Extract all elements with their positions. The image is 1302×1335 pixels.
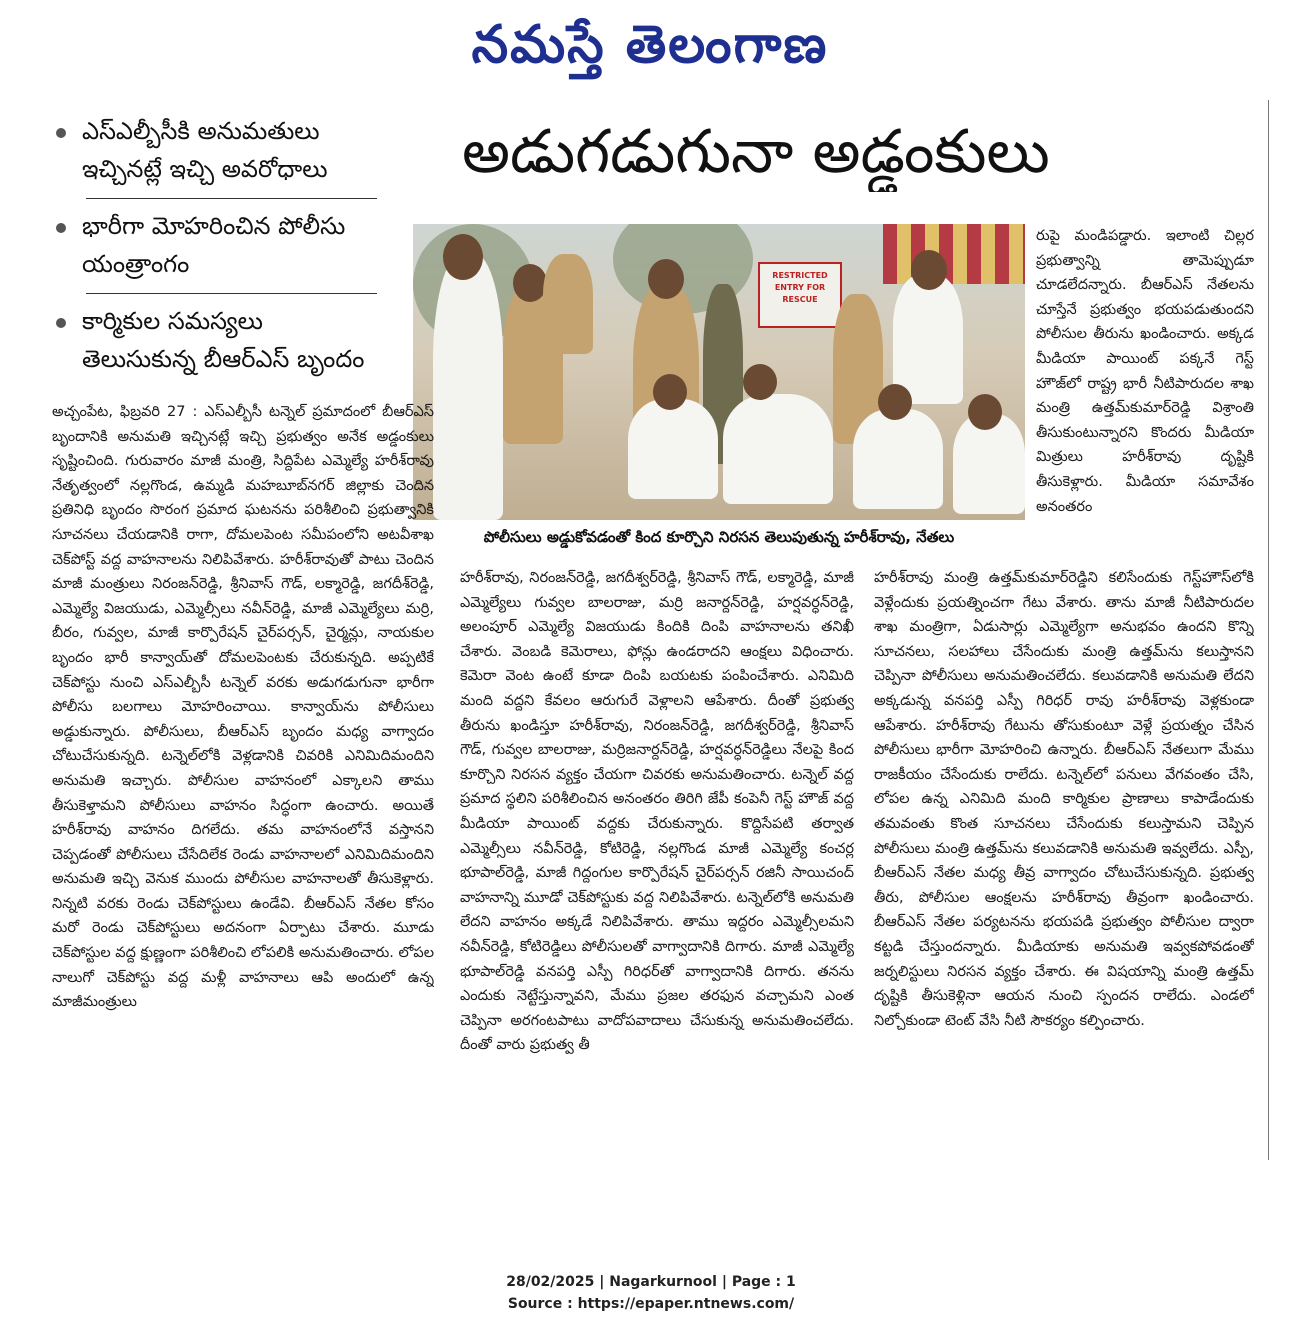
kicker-text: కార్మికుల సమస్యలు తెలుసుకున్న బీఆర్ఎస్ బృందం <box>82 307 365 373</box>
article-column-1 <box>52 400 434 1236</box>
person-head <box>968 394 1002 430</box>
kicker-text: భారీగా మోహరించిన పోలీసు యంత్రాంగం <box>82 212 346 278</box>
kicker-list <box>52 112 377 388</box>
footer-date-line: 28/02/2025 | Nagarkurnool | Page : 1 <box>506 1274 796 1290</box>
kicker-item <box>52 112 377 188</box>
person-figure <box>543 254 593 354</box>
person-figure <box>853 409 943 509</box>
column-divider <box>1268 100 1269 1160</box>
photo-caption: పోలీసులు అడ్డుకోవడంతో కింద కూర్చొని నిరసన తెలుపుతున్న హరీశ్‌రావు, నేతలు <box>413 522 1025 552</box>
news-photo <box>413 224 1025 520</box>
divider <box>86 293 377 294</box>
bullet-icon <box>56 223 66 233</box>
person-head <box>743 364 777 400</box>
person-figure <box>723 394 833 504</box>
article-column-3 <box>874 566 1254 1230</box>
article-column-2 <box>460 566 854 1230</box>
person-head <box>513 264 547 302</box>
restricted-sign <box>758 262 842 328</box>
sign-text: RESTRICTED ENTRY FOR RESCUE <box>772 271 828 304</box>
article-paragraph: హరీశ్‌రావు మంత్రి ఉత్తమ్‌కుమార్‌రెడ్డిని కలిసేందుకు గెస్ట్‌హౌస్‌లోకి వెళ్లేందుకు ప్రయత్నించగా గేటు వేశారు. తాను మాజీ నీటిపారుదల శాఖ మంత్రిగా, ఏడుసార్లు ఎమ్మెల్యేగా అనుభవం ఉందని కొన్ని సూచనలు, సలహాలు చేసేందుకు మంత్రి ఉత్తమ్‌ను కలుస్తానని చెప్పినా పోలీసులు అనుమతించలేదు. కలువడానికి అనుమతి లేదని అక్కడున్న వనపర్తి ఎస్పీ గిరిధర్ రావు హరీశ్‌రావు వెళ్లకుండా ఆపేశారు. హరీశ్‌రావు గేటును తోసుకుంటూ వెళ్లే ప్రయత్నం చేసిన పోలీసులు భారీగా మోహరించి ఉన్నారు. బీఆర్ఎస్ నేతలుగా మేము రాజకీయం చేసేందుకు రాలేదు. టన్నెల్‌లో పనులు వేగవంతం చేసి, లోపల ఉన్న ఎనిమిది మంది కార్మికుల ప్రాణాలు కాపాడేందుకు తమవంతు కొంత సూచనలు చేసేందుకు కలుస్తామని చెప్పిన పోలీసులు మంత్రి ఉత్తమ్‌ను కలువడానికి అనుమతి ఇవ్వలేదు. ఎస్పీ, బీఆర్ఎస్ నేతల మధ్య తీవ్ర వాగ్వాదం చోటుచేసుకున్నది. ప్రభుత్వ తీరు, పోలీసుల ఆంక్షలను హరీశ్‌రావు తీవ్రంగా ఖండించారు. బీఆర్ఎస్ నేతల పర్యటనను భయపడి ప్రభుత్వం పోలీసుల ద్వారా కట్టడి చేస్తుందన్నారు. మీడియాకు అనుమతి ఇవ్వకపోవడంతో జర్నలిస్టులు నిరసన వ్యక్తం చేశారు. ఈ విషయాన్ని మంత్రి ఉత్తమ్ దృష్టికి తీసుకెళ్లినా ఆయన నుంచి స్పందన రాలేదు. ఎండలో నిల్చోకుండా టెంట్ వేసి నీటి సౌకర్యం కల్పించారు. <box>874 570 1254 1029</box>
person-head <box>648 259 684 299</box>
bullet-icon <box>56 128 66 138</box>
tent-shape <box>883 224 1025 284</box>
divider <box>86 198 377 199</box>
person-head <box>443 234 483 280</box>
article-paragraph: అచ్చంపేట, ఫిబ్రవరి 27 : ఎస్ఎల్బీసీ టన్నెల్ ప్రమాదంలో బీఆర్ఎస్ బృందానికి అనుమతి ఇచ్చినట్లే ఇచ్చి ప్రభుత్వం అనేక అడ్డంకులు సృష్టించింది. గురువారం మాజీ మంత్రి, సిద్దిపేట ఎమ్మెల్యే హరీశ్‌రావు నేతృత్వంలో నల్లగొండ, ఉమ్మడి మహబూబ్‌నగర్ జిల్లాకు చెందిన ప్రతినిధి బృందం సొరంగ ప్రమాద ఘటనను పరిశీలించి ప్రభుత్వానికి సూచనలు చేయడానికి రాగా, దోమలపెంట సమీపంలోని అటవీశాఖ చెక్‌పోస్ట్ వద్ద వాహనాలను నిలిపివేశారు. హరీశ్‌రావుతో పాటు చెందిన మాజీ మంత్రులు నిరంజన్‌రెడ్డి, శ్రీనివాస్ గౌడ్, లక్మారెడ్డి, జగదీశ్‌రెడ్డి, ఎమ్మెల్యే విజయుడు, ఎమ్మెల్సీలు నవీన్‌రెడ్డి, మాజీ ఎమ్మెల్యేలు మర్రి, బీరం, గువ్వల, మాజీ కార్పొరేషన్ చైర్‌పర్సన్, చైర్మన్లు, నాయకుల బృందం భారీ కాన్వాయ్‌తో దోమలపెంటకు చేరుకున్నది. అప్పటికే చెక్‌పోస్టు నుంచి ఎస్ఎల్బీసీ టన్నెల్ వరకు అడుగడుగునా భారీగా పోలీసు బలగాలు మోహరించాయి. కాన్వాయ్‌ను పోలీసులు అడ్డుకున్నారు. పోలీసులు, బీఆర్ఎస్ బృందం మధ్య వాగ్వాదం చోటుచేసుకున్నది. టన్నెల్‌లోకి వెళ్లడానికి చివరికి ఎనిమిదిమందిని అనుమతి ఇచ్చారు. పోలీసుల వాహనంలో ఎక్కాలని తాము తీసుకెళ్తామని పోలీసులు వాహనం సిద్ధంగా ఉంచారు. అయితే హరీశ్‌రావు వాహనం దిగలేదు. తమ వాహనంలోనే వస్తానని చెప్పడంతో పోలీసులు చేసేదిలేక రెండు వాహనాలలో ఎనిమిదిమందిని అనుమతి ఇచ్చి వెనుక ముందు పోలీసుల వాహనాలతో తీసుకెళ్లారు. నిన్నటి వరకు రెండు చెక్‌పోస్టులు ఉండేవి. బీఆర్ఎస్ నేతల కోసం మరో రెండు చెక్‌పోస్టులు అదనంగా ఏర్పాటు చేశారు. మూడు చెక్‌పోస్టుల వద్ద క్షుణ్ణంగా పరిశీలించి లోపలికి అనుమతించారు. లోపల నాలుగో చెక్‌పోస్టు వద్ద మళ్లీ వాహనాలు ఆపి అందులో ఉన్న మాజీమంత్రులు <box>52 404 434 1011</box>
person-head <box>911 250 947 290</box>
person-figure <box>433 254 503 520</box>
article-column-4 <box>1036 224 1254 564</box>
adjacent-article-edge <box>1270 100 1302 1160</box>
masthead-logo: నమస్తే తెలంగాణ <box>471 15 829 75</box>
person-figure <box>893 274 963 404</box>
article-paragraph: హరీశ్‌రావు, నిరంజన్‌రెడ్డి, జగదీశ్వర్‌రెడ్డి, శ్రీనివాస్ గౌడ్, లక్మారెడ్డి, మాజీ ఎమ్మెల్యేలు గువ్వల బాలరాజు, మర్రి జనార్దన్‌రెడ్డి, హర్షవర్ధన్‌రెడ్డి, అలంపూర్ ఎమ్మెల్యే విజయుడు కిందికి దింపి వాహనాలను తనిఖీ చేశారు. వెంబడి కెమెరాలు, ఫోన్లు ఉండరాదని ఆంక్షలు విధించారు. కెమెరా వెంట ఉంటే కూడా దింపి బయటకు పంపించేశారు. ఎనిమిది మంది వద్దని కేవలం ఆరుగురే వెళ్లాలని ఆపేశారు. దీంతో ప్రభుత్వ తీరును ఖండిస్తూ హరీశ్‌రావు, నిరంజన్‌రెడ్డి, జగదీశ్వర్‌రెడ్డి, శ్రీనివాస్ గౌడ్, గువ్వల బాలరాజు, మర్రిజనార్దన్‌రెడ్డి, హర్షవర్ధన్‌రెడ్డిలు నేలపై కింద కూర్చొని నిరసన వ్యక్తం చేయగా చివరకు అనుమతించారు. టన్నెల్ వద్ద ప్రమాద స్థలిని పరిశీలించిన అనంతరం తిరిగి జేపీ కంపెనీ గెస్ట్ హౌజ్ వద్ద మీడియా పాయింట్ వద్దకు చేరుకున్నారు. కొద్దిసేపటి తర్వాత ఎమ్మెల్సీలు నవీన్‌రెడ్డి, కోటిరెడ్డి, నల్లగొండ మాజీ ఎమ్మెల్యే కంచర్ల భూపాల్‌రెడ్డి, మాజీ గిద్దంగుల కార్పొరేషన్ చైర్‌పర్సన్ రజినీ సాయిచంద్ వాహనాన్ని మూడో చెక్‌పోస్టుకు వద్ద నిలిపివేశారు. టన్నెల్‌లోకి అనుమతి లేదని వాహనం అక్కడే నిలిపివేశారు. తాము ఇద్దరం ఎమ్మెల్సీలమని నవీన్‌రెడ్డి, కోటిరెడ్డిలు పోలీసులతో వాగ్వాదానికి దిగారు. మాజీ ఎమ్మెల్యే భూపాల్‌రెడ్డి వనపర్తి ఎస్పీ గిరిధర్‌తో వాగ్వాదానికి దిగారు. తనను ఎందుకు నెట్టేస్తున్నావని, మేము ప్రజల తరఫున వచ్చామని ఎంత చెప్పినా అరగంటపాటు వాదోపవాదాలు చేసుకున్న అనుమతించలేదు. దీంతో వారు ప్రభుత్వ తీ <box>460 570 854 1054</box>
kicker-item <box>52 302 377 378</box>
person-head <box>653 374 687 410</box>
kicker-item <box>52 207 377 283</box>
footer-source-line: Source : https://epaper.ntnews.com/ <box>507 1296 795 1312</box>
article-paragraph: రుపై మండిపడ్డారు. ఇలాంటి చిల్లర ప్రభుత్వాన్ని తామెప్పుడూ చూడలేదన్నారు. బీఆర్ఎస్ నేతలను చూస్తేనే ప్రభుత్వం భయపడుతుందని పోలీసుల తీరును ఖండించారు. అక్కడ మీడియా పాయింట్ పక్కనే గెస్ట్ హౌజ్‌లో రాష్ట్ర భారీ నీటిపారుదల శాఖ మంత్రి ఉత్తమ్‌కుమార్‌రెడ్డి విశ్రాంతి తీసుకుంటున్నారని కొందరు మీడియా మిత్రులు హరీశ్‌రావు దృష్టికి తీసుకెళ్లారు. మీడియా సమావేశం అనంతరం <box>1036 228 1254 515</box>
person-figure <box>628 399 718 499</box>
kicker-text: ఎస్ఎల్బీసీకి అనుమతులు ఇచ్చినట్లే ఇచ్చి అవరోధాలు <box>82 117 328 183</box>
person-head <box>878 384 912 420</box>
bullet-icon <box>56 318 66 328</box>
article-headline: అడుగడుగునా అడ్డంకులు <box>462 117 1050 187</box>
